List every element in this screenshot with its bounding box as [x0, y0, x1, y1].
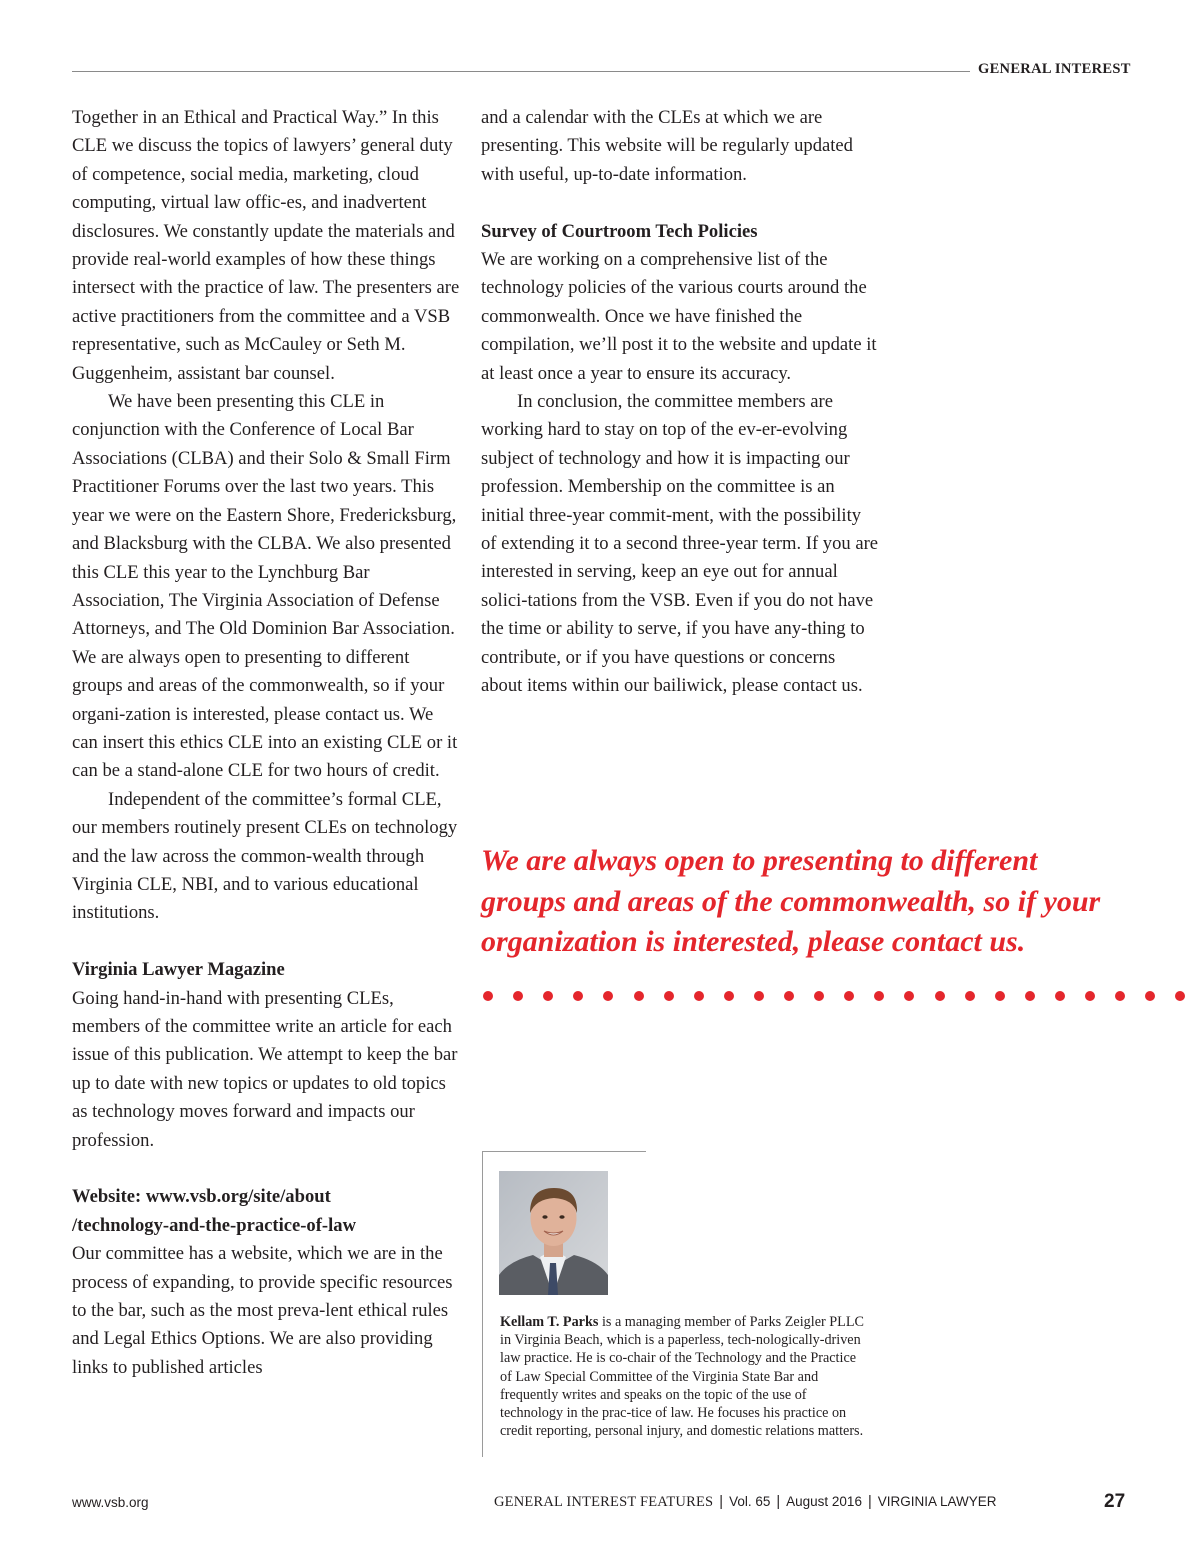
- page-number: 27: [1104, 1491, 1126, 1512]
- divider-dot: [995, 991, 1005, 1001]
- footer-credits: GENERAL INTEREST FEATURES | Vol. 65 | August 2016 | VIRGINIA LAWYER: [494, 1494, 997, 1510]
- divider-dot: [1055, 991, 1065, 1001]
- divider-dot: [754, 991, 764, 1001]
- bio-rule-vertical: [482, 1151, 483, 1457]
- divider-dot: [814, 991, 824, 1001]
- section-label: GENERAL INTEREST: [978, 61, 1131, 77]
- right-column: [481, 104, 881, 701]
- author-photo: [499, 1171, 608, 1295]
- paragraph: In conclusion, the committee members are working hard to stay on top of the ev-er-evolving subject of technology and how it is impacting our profession. Membership on the committee is an initial three-year commit-ment, with the possibility of extending it to a second three-year term. If you are interested in serving, keep an eye out for annual solici-tations from the VSB. Even if you do not have the time or ability to serve, if you have any-thing to contribute, or if you have questions or concerns about items within our bailiwick, please contact us.: [481, 391, 879, 697]
- author-bio-text: is a managing member of Parks Zeigler PLLC in Virginia Beach, which is a paperless, tech-nologically-driven law practice. He is co-chair of the Technology and the Practice of Law Special Committee of the Virginia State Bar and frequently writes and speaks on the topic of the use of technology in the prac-tice of law. He focuses his practice on credit reporting, personal injury, and domestic relations matters.: [500, 1314, 864, 1440]
- divider-dot: [664, 991, 674, 1001]
- divider-dot: [483, 991, 493, 1001]
- divider-dot: [904, 991, 914, 1001]
- pull-quote-line: groups and areas of the commonwealth, so if your: [481, 884, 1101, 918]
- divider-dot: [513, 991, 523, 1001]
- pull-quote-line: organization is interested, please contact us.: [481, 925, 1026, 958]
- heading-magazine: Virginia Lawyer Magazine: [72, 959, 285, 981]
- divider-dot: [543, 991, 553, 1001]
- header-rule: [72, 71, 970, 72]
- left-column: [72, 104, 460, 1382]
- pull-quote: [481, 841, 1181, 963]
- divider-dot: [844, 991, 854, 1001]
- divider-dot: [694, 991, 704, 1001]
- paragraph: Going hand-in-hand with presenting CLEs, members of the committee write an article for each issue of this publication. We attempt to keep the bar up to date with new topics or updates to old topics as technology moves forward and impacts our profession.: [72, 987, 458, 1151]
- divider-dot: [1115, 991, 1125, 1001]
- divider-dot: [573, 991, 583, 1001]
- footer-website: www.vsb.org: [72, 1495, 149, 1510]
- footer-date: August 2016: [786, 1494, 862, 1509]
- footer-magazine: VIRGINIA LAWYER: [877, 1494, 997, 1509]
- footer-section: GENERAL INTEREST FEATURES: [494, 1494, 714, 1510]
- heading-website-line: /technology-and-the-practice-of-law: [72, 1214, 357, 1236]
- divider-dot: [965, 991, 975, 1001]
- author-bio: [500, 1313, 865, 1440]
- paragraph: Together in an Ethical and Practical Way.” In this CLE we discuss the topics of lawyers’ general duty of competence, social media, marketing, cloud computing, virtual law offic-es, and inadvertent disclosures. We constantly update the materials and provide real-world examples of how these things intersect with the practice of law. The presenters are active practitioners from the committee and a VSB representative, such as McCauley or Seth M. Guggenheim, assistant bar counsel.: [72, 107, 460, 384]
- paragraph: We have been presenting this CLE in conjunction with the Conference of Local Bar Associations (CLBA) and their Solo & Small Firm Practitioner Forums over the last two years. This year we were on the Eastern Shore, Fredericksburg, and Blacksburg with the CLBA. We also presented this CLE this year to the Lynchburg Bar Association, The Virginia Association of Defense Attorneys, and The Old Dominion Bar Association. We are always open to presenting to different groups and areas of the commonwealth, so if your organi-zation is interested, please contact us. We can insert this ethics CLE into an existing CLE or it can be a stand-alone CLE for two hours of credit.: [72, 391, 458, 782]
- divider-dot: [1025, 991, 1035, 1001]
- divider-dot: [935, 991, 945, 1001]
- divider-dot: [784, 991, 794, 1001]
- heading-website-line: Website: www.vsb.org/site/about: [72, 1186, 331, 1208]
- divider-dot: [1085, 991, 1095, 1001]
- pull-quote-line: We are always open to presenting to different: [481, 844, 1038, 877]
- paragraph: and a calendar with the CLEs at which we are presenting. This website will be regularly updated with useful, up-to-date information.: [481, 107, 853, 185]
- author-name: Kellam T. Parks: [500, 1314, 599, 1330]
- divider-dot: [1145, 991, 1155, 1001]
- heading-website: [72, 1183, 460, 1240]
- divider-dot: [634, 991, 644, 1001]
- divider-dot: [724, 991, 734, 1001]
- heading-survey: Survey of Courtroom Tech Policies: [481, 220, 758, 242]
- divider-dot: [603, 991, 613, 1001]
- paragraph: We are working on a comprehensive list of the technology policies of the various courts around the commonwealth. Once we have finished the compilation, we’ll post it to the website and update it at least once a year to ensure its accuracy.: [481, 249, 877, 384]
- paragraph: Our committee has a website, which we are in the process of expanding, to provide specific resources to the bar, such as the most preva-lent ethical rules and Legal Ethics Options. We are also providing links to published articles: [72, 1243, 453, 1378]
- divider-dot: [874, 991, 884, 1001]
- footer-volume: Vol. 65: [729, 1494, 771, 1509]
- divider-dot: [1175, 991, 1185, 1001]
- paragraph: Independent of the committee’s formal CLE, our members routinely present CLEs on technology and the law across the common-wealth through Virginia CLE, NBI, and to various educational institutions.: [72, 788, 458, 924]
- dotted-divider: [481, 988, 1200, 1004]
- bio-rule-horizontal: [482, 1151, 646, 1152]
